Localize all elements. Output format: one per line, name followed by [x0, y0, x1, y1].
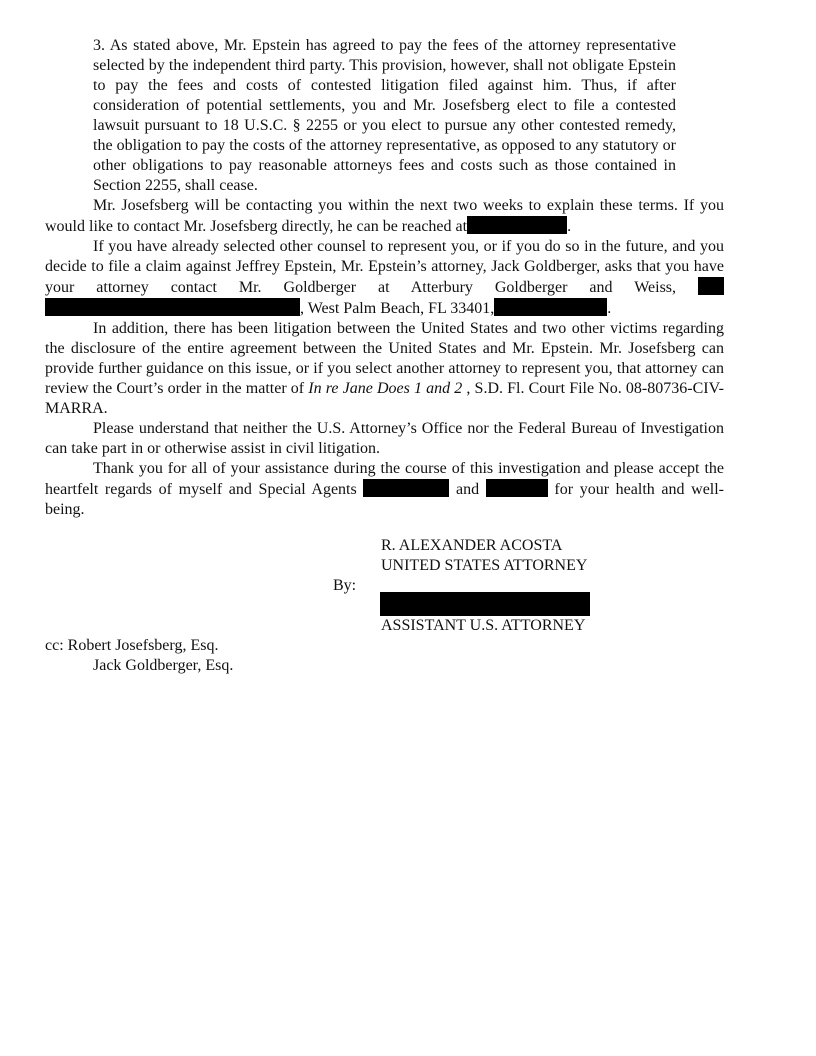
litigation-text-end: , S.D. Fl. Court File No. 08-80736-CIV-MARRA. — [45, 380, 725, 417]
signer-title: ASSISTANT U.S. ATTORNEY — [381, 617, 586, 634]
signatory-name: R. ALEXANDER ACOSTA — [381, 537, 563, 554]
numbered-item-3: 3. As stated above, Mr. Epstein has agreed to pay the fees of the attorney representative selected by the independent third party. This provision, however, shall not obligate Epstein to pay the fees and costs of contested litigation filed against him. Thus, if after consideration of potential settlements, you and Mr. Josefsberg elect to file a contested lawsuit pursuant to 18 U.S.C. § 2255 or you elect to pursue any other contested remedy, the obligation to pay the costs of the attorney representative, as opposed to any statutory or other obligations to pay reasonable attorneys fees and costs such as those contained in Section 2255, shall cease. — [93, 37, 676, 194]
by-label: By: — [333, 577, 357, 594]
thanks-and: and — [456, 481, 480, 498]
contact-text: Mr. Josefsberg will be contacting you within the next two weeks to explain these terms. If you would like to contact Mr. Josefsberg directly, he can be reached at — [45, 197, 724, 235]
case-name: In re Jane Does 1 and 2 — [308, 380, 463, 397]
signatory-title: UNITED STATES ATTORNEY — [381, 557, 588, 574]
redacted-agent-name-2 — [486, 479, 548, 497]
thanks-text: Thank you for all of your assistance during the course of this investigation and please accept the heartfelt regards of myself and Special Agents — [45, 460, 724, 498]
litigation-text: In addition, there has been litigation between the United States and two other victims regarding the disclosure of the entire agreement between the United States and Mr. Epstein. Mr. Josefsberg can provide further guidance on this issue, or if you select another attorney to represent you, that attorney can review the Court’s order in the matter of — [45, 320, 724, 397]
redacted-phone-number — [467, 216, 567, 234]
thanks-text-end: for your health and well-being. — [45, 481, 725, 518]
contact-text-end: . — [567, 218, 572, 235]
cc-list — [45, 636, 233, 676]
redacted-phone-number-2 — [494, 298, 607, 316]
counsel-text-end: . — [607, 300, 612, 317]
cc-line-1: cc: Robert Josefsberg, Esq. — [45, 637, 219, 654]
paragraph-other-counsel — [45, 237, 724, 319]
redacted-agent-name-1 — [363, 479, 449, 497]
redacted-address-part-2 — [45, 298, 300, 316]
paragraph-contact — [45, 196, 724, 237]
redacted-signature — [380, 592, 590, 616]
counsel-address-text: , West Palm Beach, FL 33401, — [300, 300, 495, 317]
paragraph-litigation — [45, 319, 724, 419]
paragraph-civil-litigation: Please understand that neither the U.S. Attorney’s Office nor the Federal Bureau of Investigation can take part in or otherwise assist in civil litigation. — [45, 420, 724, 457]
paragraph-thanks — [45, 459, 724, 520]
cc-line-2: Jack Goldberger, Esq. — [93, 657, 234, 674]
redacted-address-part-1 — [698, 277, 724, 295]
letter-body — [45, 36, 724, 520]
counsel-text: If you have already selected other counsel to represent you, or if you do so in the future, and you decide to file a claim against Jeffrey Epstein, Mr. Epstein’s attorney, Jack Goldberger, asks that you have your attorney contact Mr. Goldberger at Atterbury Goldberger and Weiss, — [45, 238, 724, 296]
